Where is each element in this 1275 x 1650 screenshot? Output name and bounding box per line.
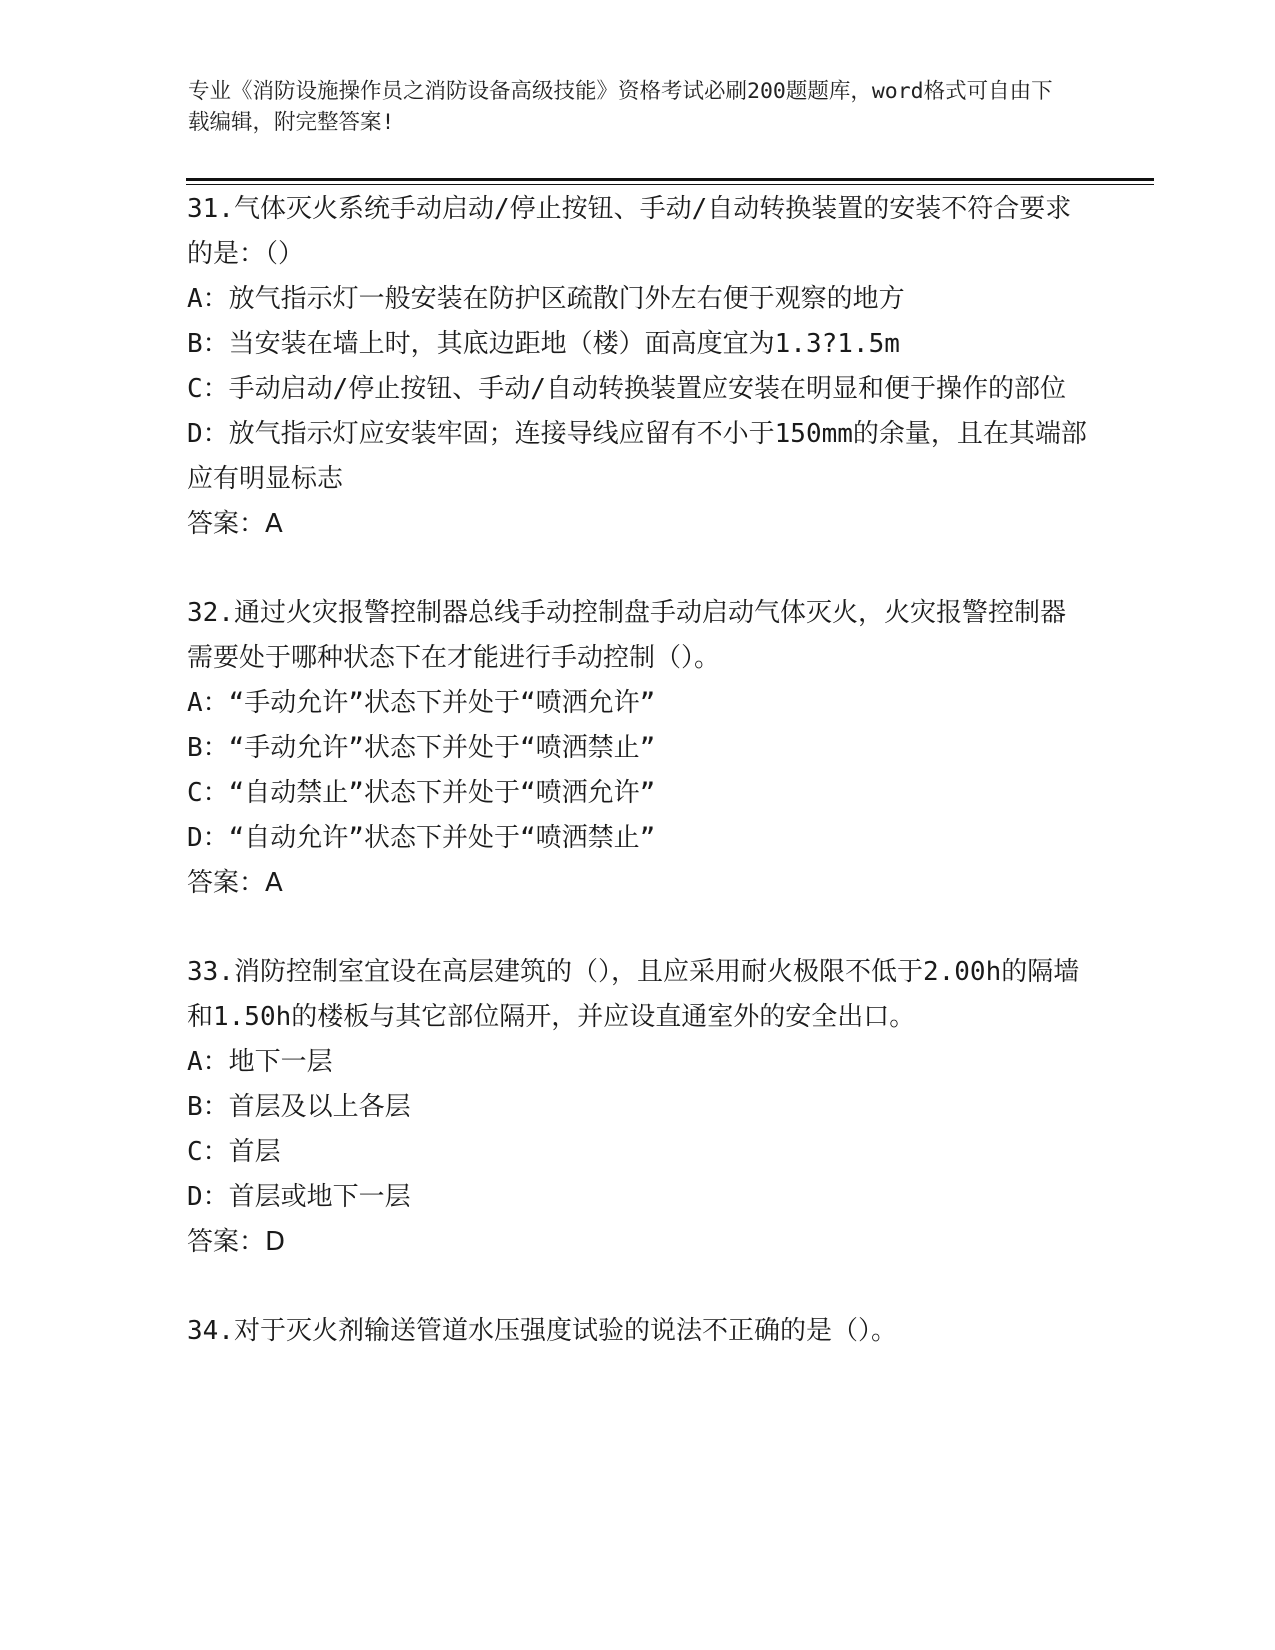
question-33 <box>187 950 1087 1265</box>
question-stem: 34.对于灭火剂输送管道水压强度试验的说法不正确的是（）。 <box>187 1316 897 1346</box>
option-d: D：“自动允许”状态下并处于“喷洒禁止” <box>187 823 656 853</box>
question-32 <box>187 591 1087 906</box>
option-d: D：放气指示灯应安装牢固；连接导线应留有不小于150mm的余量，且在其端部应有明显标志 <box>187 419 1087 494</box>
question-31 <box>187 187 1087 547</box>
question-list <box>187 187 1087 1398</box>
option-b: B：“手动允许”状态下并处于“喷洒禁止” <box>187 733 656 763</box>
option-c: C：首层 <box>187 1137 281 1167</box>
question-34 <box>187 1309 1087 1354</box>
option-a: A：“手动允许”状态下并处于“喷洒允许” <box>187 688 656 718</box>
answer: 答案：D <box>187 1227 286 1257</box>
option-b: B：首层及以上各层 <box>187 1092 411 1122</box>
option-d: D：首层或地下一层 <box>187 1182 411 1212</box>
document-header: 专业《消防设施操作员之消防设备高级技能》资格考试必刷200题题库，word格式可自由下载编辑，附完整答案! <box>188 79 1053 135</box>
option-c: C：手动启动/停止按钮、手动/自动转换装置应安装在明显和便于操作的部位 <box>187 374 1066 404</box>
option-a: A：地下一层 <box>187 1047 333 1077</box>
answer: 答案：A <box>187 868 283 898</box>
option-a: A：放气指示灯一般安装在防护区疏散门外左右便于观察的地方 <box>187 284 905 314</box>
header-divider-thin <box>186 184 1154 185</box>
header-divider-thick <box>186 178 1154 181</box>
question-stem: 31.气体灭火系统手动启动/停止按钮、手动/自动转换装置的安装不符合要求的是：（） <box>187 194 1072 269</box>
question-stem: 32.通过火灾报警控制器总线手动控制盘手动启动气体灭火，火灾报警控制器需要处于哪种状态下在才能进行手动控制（）。 <box>187 598 1066 673</box>
option-c: C：“自动禁止”状态下并处于“喷洒允许” <box>187 778 656 808</box>
option-b: B：当安装在墙上时，其底边距地（楼）面高度宜为1.3?1.5m <box>187 329 900 359</box>
question-stem: 33.消防控制室宜设在高层建筑的（），且应采用耐火极限不低于2.00h的隔墙和1.50h的楼板与其它部位隔开，并应设直通室外的安全出口。 <box>187 957 1080 1032</box>
answer: 答案：A <box>187 509 283 539</box>
